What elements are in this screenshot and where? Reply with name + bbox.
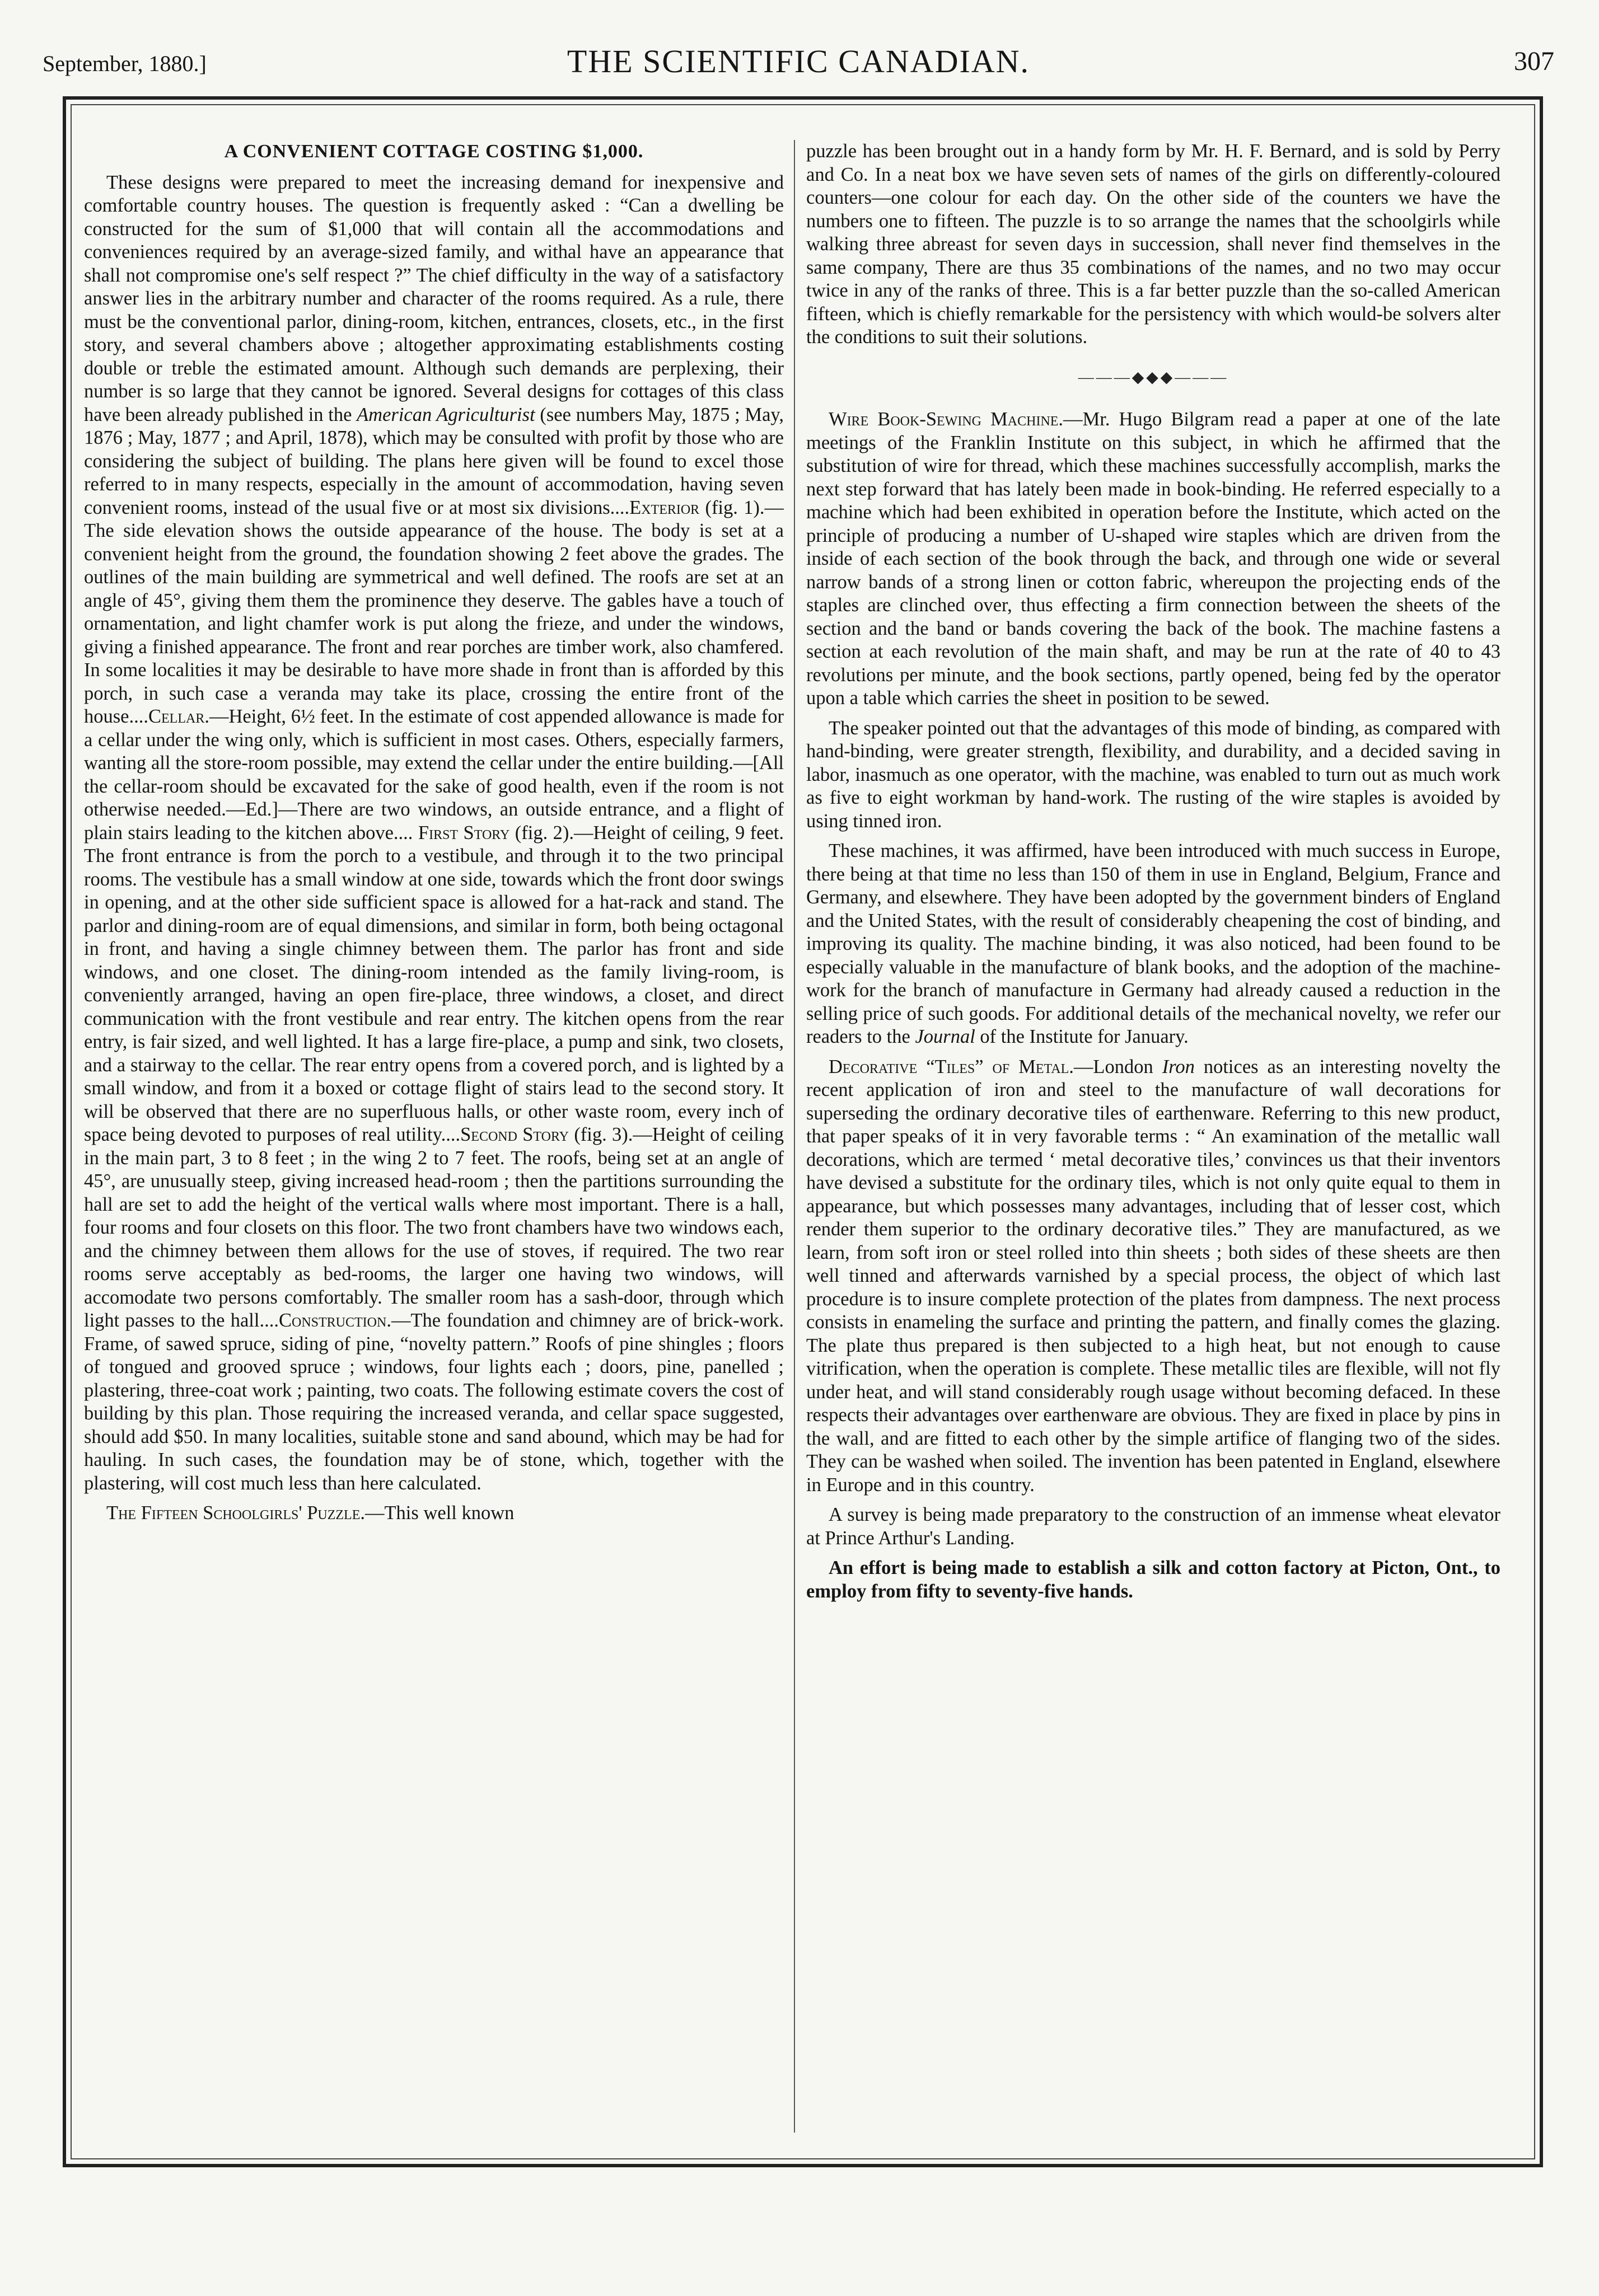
puzzle-article-continued: puzzle has been brought out in a handy form by Mr. H. F. Bernard, and is sold by Perry and Co. In a neat box we have seven sets of names of the girls on differently-coloured counters—one colour for each day. On the other side of the counters we have the numbers one to fifteen. The puzzle is to so arrange the names that the schoolgirls while walking three abreast for seven days in succession, shall never find themselves in the same company, There are thus 35 combinations of the names, and no two may occur twice in any of the ranks of three. This is a far better puzzle than the so-called American fifteen, which is chiefly remarkable for the persistency with which would-be solvers alter the conditions to suit their solutions. [806, 140, 1500, 348]
institute-journal-reference: Journal [915, 1026, 975, 1047]
issue-date: September, 1880.] [43, 51, 207, 76]
cellar-label: Cellar. [148, 706, 209, 727]
puzzle-article-start [84, 1502, 784, 1525]
survey-note: A survey is being made preparatory to the construction of an immense wheat elevator at Prince Arthur's Landing. [806, 1504, 1500, 1549]
cottage-article-body [84, 171, 784, 1496]
cottage-article-heading: A CONVENIENT COTTAGE COSTING $1,000. [224, 141, 644, 162]
journal-title: THE SCIENTIFIC CANADIAN. [567, 43, 1030, 79]
iron-reference: Iron [1162, 1056, 1195, 1077]
column-divider [794, 140, 795, 2133]
first-story-label: First Story [418, 822, 510, 844]
wire-text: —Mr. Hugo Bilgram read a paper at one of the late meetings of the Franklin Institute on this subject, in which he affirmed that the substitution of wire for thread, which these machines successfully accomplish, marks the next step forward that has lately been made in book-binding. He referred especially to a machine which had been exhibited in operation before the Institute, which acted on the principle of producing a number of U-shaped wire staples which are driven from the inside of each section of the book through the back, and through one wide or several narrow bands of a strong linen or cotton fabric, whereupon the projecting ends of the staples are clinched over, thus effecting a firm connection between the sheets of the section and the band or bands covering the back of the book. The machine fastens a section at each revolution of the main shaft, and may be run at the rate of 40 to 43 revolutions per minute, and the book sections, partly opened, being fed by the operator upon a table which carries the sheet in position to be sewed. [806, 409, 1500, 709]
exterior-text: (fig. 1).—The side elevation shows the outside appearance of the house. The body is set at a convenient height from the ground, the foundation showing 2 feet above the grades. The outlines of the main building are symmetrical and well defined. The roofs are set at an angle of 45°, giving them them the prominence they deserve. The gables have a touch of ornamentation, and light chamfer work is put along the frieze, and under the windows, giving a finished appearance. The front and rear porches are timber work, also chamfered. In some localities it may be desirable to have more shade in front than is afforded by this porch, in such case a veranda may take its place, crossing the entire front of the house.... [84, 496, 784, 727]
wire-p3-text: These machines, it was affirmed, have been introduced with much success in Europe, there being at that time no less than 150 of them in use in England, Belgium, France and Germany, and elsewhere. They have been adopted by the government binders of England and the United States, with the result of considerably cheapening the cost of binding, and improving its quality. The machine binding, it was also noticed, had been found to be especially valuable in the manufacture of blank books, and the adoption of the machine-work for the branch of manufacture in Germany had already caused a reduction in the selling price of such goods. For additional details of the mechanical novelty, we refer our readers to the [806, 840, 1500, 1047]
tiles-label: Decorative “Tiles” of Metal. [829, 1056, 1074, 1077]
second-story-text: (fig. 3).—Height of ceiling in the main part, 3 to 8 feet ; in the wing 2 to 7 feet. The roofs, being set at an angle of 45°, are unusually steep, giving increased head-room ; then the partitions surrounding the hall are set to add the height of the vertical walls where most important. There is a hall, four rooms and four closets on this floor. The two front chambers have two windows each, and the chimney between them allows for the use of stoves, if required. The two rear rooms serve acceptably as bed-rooms, the larger one having two windows, will accomodate two persons comfortably. The smaller room has a sash-door, through which light passes to the hall.... [84, 1124, 784, 1331]
cottage-intro: These designs were prepared to meet the increasing demand for inexpensive and comfortable country houses. The question is frequently asked : “Can a dwelling be constructed for the sum of $1,000 that will contain all the accommodations and conveniences required by an average-sized family, and withal have an appearance that shall not compromise one's self respect ?” The chief difficulty in the way of a satisfactory answer lies in the arbitrary number and character of the rooms required. As a rule, there must be the conventional parlor, dining-room, kitchen, entrances, closets, etc., in the first story, and several chambers above ; altogether approximating establishments costing double or treble the estimated amount. Although such demands are perplexing, their number is so large that they cannot be ignored. Several designs for cottages of this class have been already published in the [84, 171, 784, 425]
running-head [43, 35, 1554, 85]
first-story-text: (fig. 2).—Height of ceiling, 9 feet. The front entrance is from the porch to a vestibule, and through it to the two principal rooms. The vestibule has a small window at one side, towards which the front door swings in opening, and at the other side sufficient space is allowed for a hat-rack and stand. The parlor and dining-room are of equal dimensions, and similar in form, both being octagonal in front, and having a single chimney between them. The parlor has front and side windows, and one closet. The dining-room intended as the family living-room, is conveniently arranged, having an open fire-place, three windows, a closet, and direct communication with the front vestibule and rear entry. The kitchen opens from the rear entry, is fair sized, and well lighted. It has a large fire-place, a pump and sink, two closets, and a stairway to the cellar. The rear entry opens from a covered porch, and is lighted by a small window, and from it a boxed or cottage flight of stairs lead to the second story. It will be observed that there are no superfluous halls, or other waste room, every inch of space being devoted to purposes of real utility.... [84, 822, 784, 1145]
wire-article-p1 [806, 408, 1500, 710]
wire-label: Wire Book-Sewing Machine. [829, 409, 1064, 430]
tiles-text: notices as an interesting novelty the recent application of iron and steel to the manufacture of wall decorations for superseding the ordinary decorative tiles of earthenware. Referring to this new product, that paper speaks of it in very favorable terms : “ An examination of the metallic wall decorations, which are termed ‘ metal decorative tiles,’ convinces us that their inventors have devised a substitute for the ordinary tiles, which is not only quite equal to them in appearance, but which possesses many advantages, including that of lesser cost, which render them superior to the ordinary decorative tiles.” They are manufactured, as we learn, from soft iron or steel rolled into thin sheets ; both sides of these sheets are then well tinned and afterwards varnished by a special process, the object of which last procedure is to insure complete protection of the plates from dampness. The next process consists in enameling the surface and printing the pattern, and finally comes the glazing. The plate thus prepared is then subjected to a high heat, but not enough to cause vitrification, when the operation is complete. These metallic tiles are flexible, will not fly under heat, and will stand considerably rough usage without becoming defaced. In these respects their advantages over earthenware are obvious. They are fixed in place by pins in the wall, and are fitted to each other by the simple artifice of flanging two of the sides. They can be washed when soiled. The invention has been patented in England, elsewhere in Europe and in this country. [806, 1056, 1500, 1496]
exterior-label: Exterior [629, 496, 700, 518]
right-column [806, 140, 1500, 2144]
page-number: 307 [1514, 46, 1554, 76]
left-column [84, 140, 784, 2144]
second-story-label: Second Story [460, 1124, 569, 1145]
factory-note: An effort is being made to establish a silk and cotton factory at Picton, Ont., to employ from fifty to seventy-five hands. [806, 1557, 1500, 1602]
agriculturist-reference: American Agriculturist [357, 404, 535, 425]
tiles-intro: —London [1073, 1056, 1153, 1077]
cellar-text: —Height, 6½ feet. In the estimate of cost appended allowance is made for a cellar under the wing only, which is sufficient in most cases. Others, especially farmers, wanting all the store-room possible, may extend the cellar under the entire building.—[All the cellar-room should be excavated for the sake of good health, even if the room is not otherwise needed.—Ed.]—There are two windows, an outside entrance, and a flight of plain stairs leading to the kitchen above.... [84, 706, 784, 844]
section-ornament: ———◆◆◆——— [1078, 368, 1229, 386]
construction-label: Construction. [278, 1310, 391, 1331]
construction-text: —The foundation and chimney are of brick-work. Frame, of sawed spruce, siding of pine, “novelty pattern.” Roofs of pine shingles ; floors of tongued and grooved spruce ; windows, four lights each ; doors, pine, panelled ; plastering, three-coat work ; painting, two coats. The following estimate covers the cost of building by this plan. Those requiring the increased veranda, and cellar space suggested, should add $50. In many localities, suitable stone and sand abound, which may be had for hauling. In such cases, the foundation may be of stone, which, together with the plastering, will cost much less than here calculated. [84, 1310, 784, 1494]
puzzle-text-start: —This well known [364, 1502, 515, 1524]
tiles-article [806, 1056, 1500, 1497]
wire-article-p2: The speaker pointed out that the advantages of this mode of binding, as compared with hand-binding, were greater strength, flexibility, and durability, and a decided saving in labor, inasmuch as one operator, with the machine, was enabled to turn out as much work as five to eight workman by hand-work. The rusting of the wire staples is avoided by using tinned iron. [806, 717, 1500, 832]
cottage-intro-continued: (see numbers May, 1875 ; May, 1876 ; May, 1877 ; and April, 1878), which may be consulted with profit by those who are considering the subject of building. The plans here given will be found to excel those referred to in many respects, especially in the amount of accommodation, having seven convenient rooms, instead of the usual five or at most six divisions.... [84, 404, 784, 518]
wire-p3-end: of the Institute for January. [980, 1026, 1189, 1047]
wire-article-p3 [806, 840, 1500, 1049]
puzzle-label: The Fifteen Schoolgirls' Puzzle. [106, 1502, 365, 1524]
